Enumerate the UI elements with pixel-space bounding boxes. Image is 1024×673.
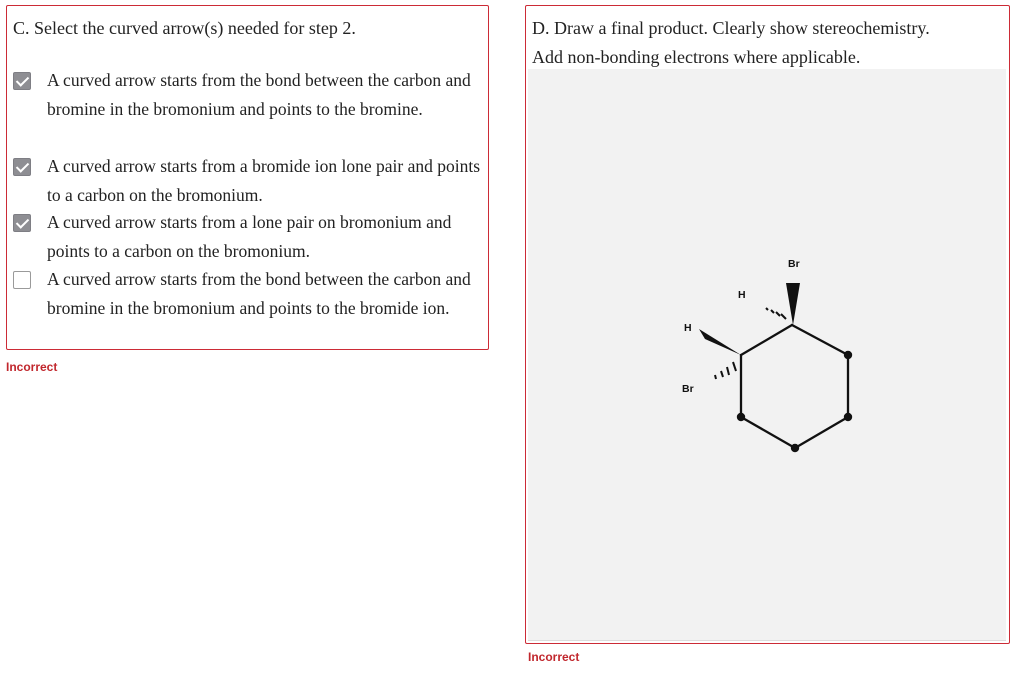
atom-dot[interactable] [844,351,852,359]
atom-dot[interactable] [791,444,799,452]
option-1-checkbox[interactable] [13,72,31,90]
question-d-panel [525,5,1010,644]
drawing-canvas[interactable] [528,69,1006,641]
option-4-label: A curved arrow starts from the bond between the carbon and bromine in the bromonium and points to the bromide ion. [47,269,471,318]
wedge-bond-br-top[interactable] [786,283,800,325]
cyclohexane-ring [741,325,848,448]
hash-bond-h-top[interactable] [766,308,786,319]
wedge-bond-h-left[interactable] [699,329,741,355]
option-2-label: A curved arrow starts from a bromide ion lone pair and points to a carbon on the bromonium. [47,156,481,205]
question-d-feedback: Incorrect [528,650,580,664]
molecule-drawing [528,69,1006,640]
atom-dot[interactable] [844,413,852,421]
option-1-label: A curved arrow starts from the bond between the carbon and bromine in the bromonium and points to the bromine. [47,70,471,119]
label-h-left: H [684,322,692,334]
question-c-panel [6,5,489,350]
label-br-top: Br [788,258,800,270]
question-c-prompt: C. Select the curved arrow(s) needed for step 2. [13,18,356,38]
hash-bond-br-left[interactable] [715,362,736,379]
option-4-checkbox[interactable] [13,271,31,289]
atom-dot[interactable] [737,413,745,421]
question-c-feedback: Incorrect [6,360,58,374]
label-br-left: Br [682,383,694,395]
option-3-checkbox[interactable] [13,214,31,232]
atom-dots [737,351,852,452]
label-h-top: H [738,289,746,301]
option-3-label: A curved arrow starts from a lone pair on bromonium and points to a carbon on the bromonium. [47,212,452,261]
question-d-prompt-line1: D. Draw a final product. Clearly show stereochemistry. [532,18,930,38]
question-d-prompt [532,14,1002,72]
option-2-checkbox[interactable] [13,158,31,176]
question-d-prompt-line2: Add non-bonding electrons where applicable. [532,47,861,67]
